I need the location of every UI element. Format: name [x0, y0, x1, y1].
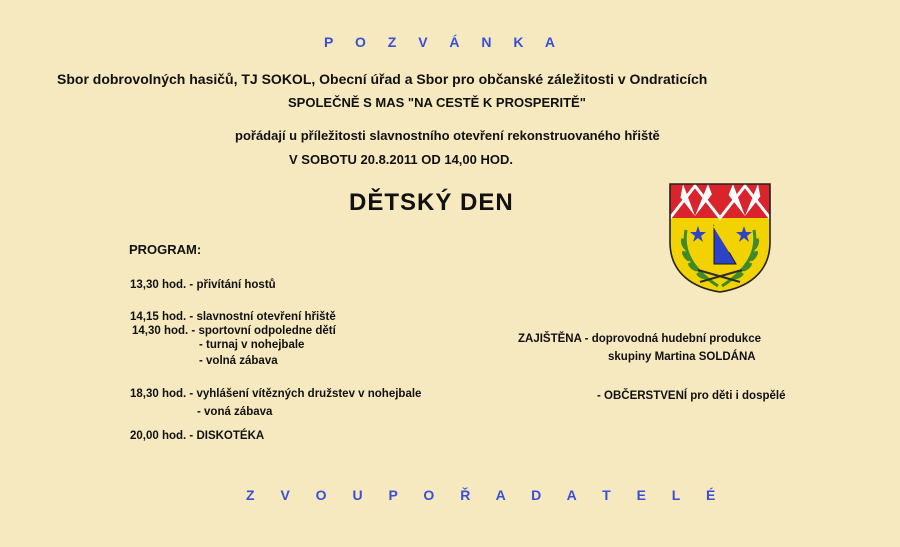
program-item: 14,30 hod. - sportovní odpoledne dětí: [132, 325, 336, 337]
organizers-line: Sbor dobrovolných hasičů, TJ SOKOL, Obecní úřad a Sbor pro občanské záležitosti v Ondraticích: [57, 71, 708, 87]
event-title: DĚTSKÝ DEN: [349, 189, 514, 216]
program-item: 13,30 hod. - přivítání hostů: [130, 279, 276, 291]
together-line: SPOLEČNĚ S MAS "NA CESTĚ K PROSPERITĚ": [288, 95, 586, 110]
program-item: - volná zábava: [199, 355, 278, 367]
footer-invitation: Z V O U P O Ř A D A T E L É: [246, 487, 727, 503]
date-line: V SOBOTU 20.8.2011 OD 14,00 HOD.: [289, 152, 513, 167]
program-item: 14,15 hod. - slavnostní otevření hřiště: [130, 311, 336, 323]
refreshments-line: - OBČERSTVENÍ pro děti i dospělé: [597, 390, 786, 402]
program-heading: PROGRAM:: [129, 242, 202, 257]
program-item: 20,00 hod. - DISKOTÉKA: [130, 430, 265, 442]
coat-of-arms-icon: [668, 182, 772, 294]
program-item: - turnaj v nohejbale: [199, 339, 305, 351]
program-item: - voná zábava: [197, 406, 273, 418]
invitation-heading: P O Z V Á N K A: [324, 34, 565, 50]
program-item: 18,30 hod. - vyhlášení vítězných družstev v nohejbale: [130, 388, 422, 400]
music-band-line: skupiny Martina SOLDÁNA: [608, 351, 756, 363]
music-line: ZAJIŠTĚNA - doprovodná hudební produkce: [518, 333, 761, 345]
occasion-line: pořádají u příležitosti slavnostního otevření rekonstruovaného hřiště: [235, 128, 660, 143]
